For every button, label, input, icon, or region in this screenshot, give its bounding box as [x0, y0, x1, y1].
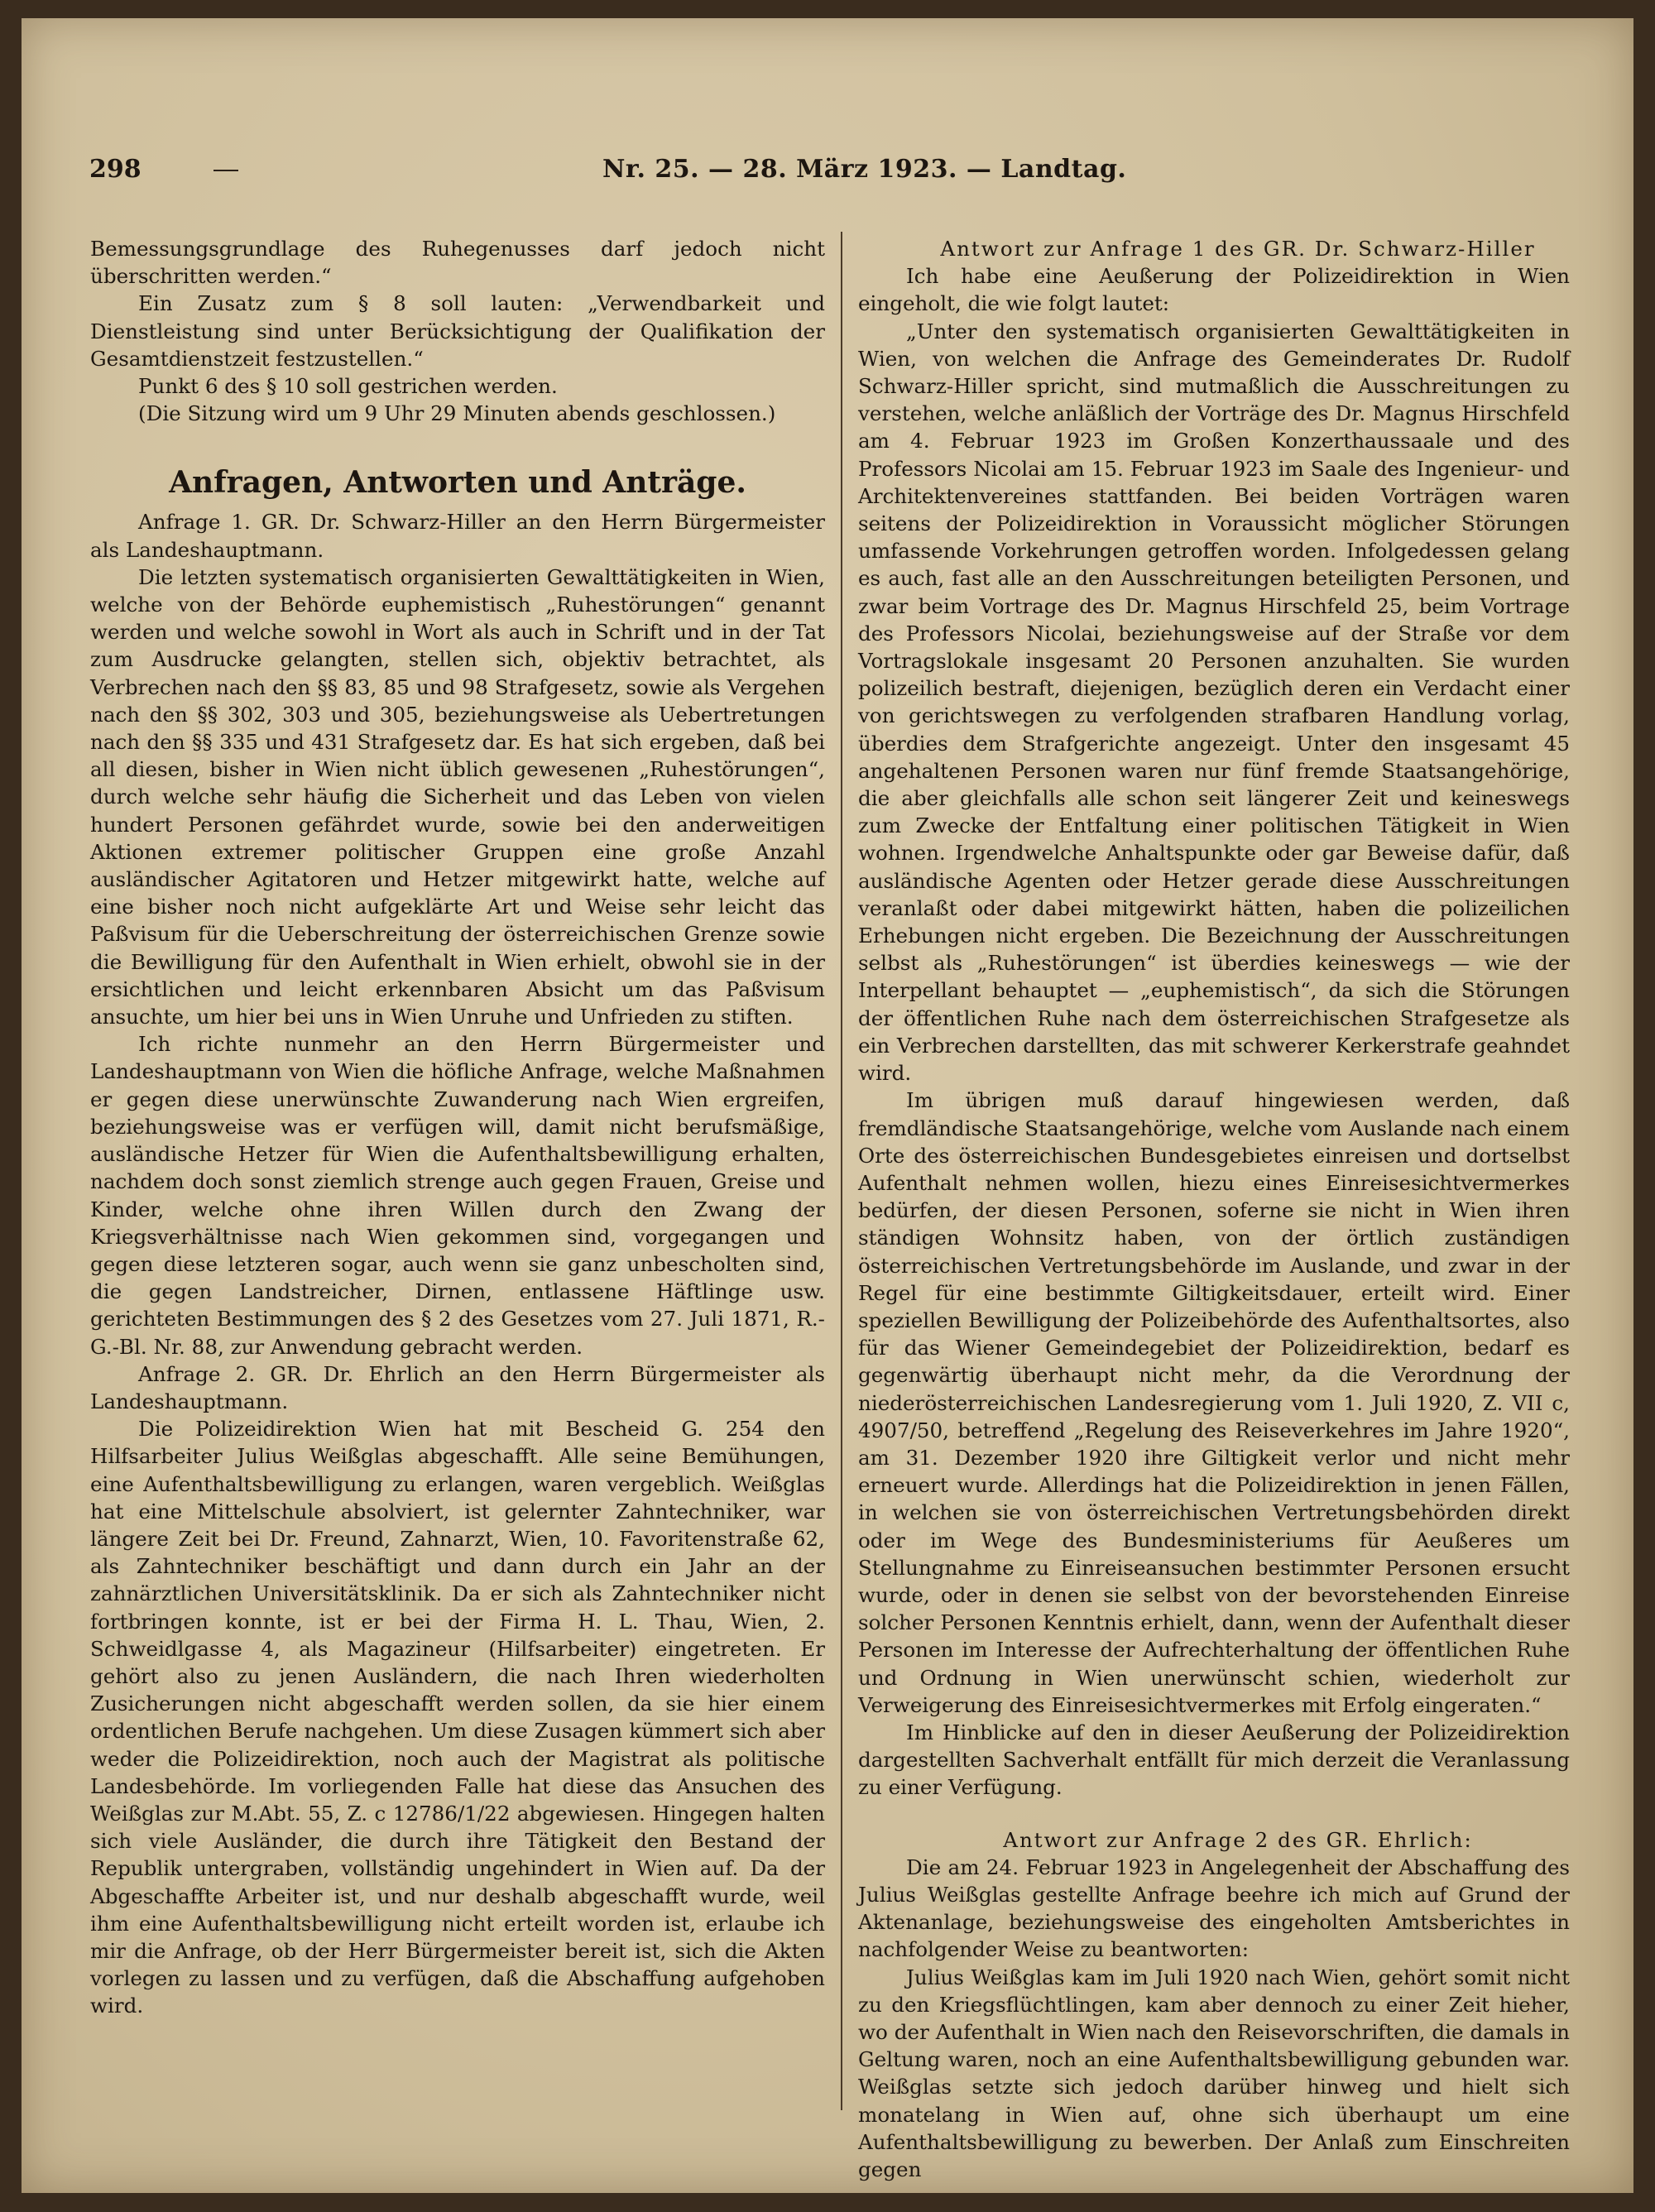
page-header	[89, 155, 1127, 188]
page-number: 298	[89, 155, 142, 184]
paragraph: Die Polizeidirektion Wien hat mit Bescheid G. 254 den Hilfsarbeiter Julius Weißglas abgeschafft. Alle seine Bemühungen, eine Aufenthaltsbewilligung zu erlangen, waren vergeblich. Weißglas hat eine Mittelschule absolviert, ist gelernter Zahntechniker, war längere Zeit bei Dr. Freund, Zahnarzt, Wien, 10. Favoritenstraße 62, als Zahntechniker beschäftigt und dann durch ein Jahr an der zahnärztlichen Universitätsklinik. Da er sich als Zahntechniker nicht fortbringen konnte, ist er bei der Firma H. L. Thau, Wien, 2. Schweidlgasse 4, als Magazineur (Hilfsarbeiter) eingetreten. Er gehört also zu jenen Ausländern, die nach Ihren wiederholten Zusicherungen nicht abgeschafft werden sollen, da sie hier einem ordentlichen Berufe nachgehen. Um diese Zusagen kümmert sich aber weder die Polizeidirektion, noch auch der Magistrat als politische Landesbehörde. Im vorliegenden Falle hat diese das Ansuchen des Weißglas zur M.Abt. 55, Z. c 12786/1/22 abgewiesen. Hingegen halten sich viele Ausländer, die durch ihre Tätigkeit den Bestand der Republik untergraben, vollständig ungehindert in Wien auf. Da der Abgeschaffte Arbeiter ist, und nur deshalb abgeschafft wurde, weil ihm eine Aufenthaltsbewilligung nicht erteilt worden ist, erlaube ich mir die Anfrage, ob der Herr Bürgermeister bereit ist, sich die Akten vorlegen zu lassen und zu verfügen, daß die Abschaffung aufgehoben wird.	[90, 1417, 825, 2018]
header-rule	[213, 170, 238, 171]
inquiry-1-heading: Anfrage 1. GR. Dr. Schwarz-Hiller an den Herrn Bürgermeister als Landeshauptmann.	[90, 510, 825, 562]
column-divider	[841, 232, 842, 2110]
paragraph: Punkt 6 des § 10 soll gestrichen werden.	[138, 374, 558, 399]
right-column	[858, 235, 1570, 2183]
paragraph: Bemessungsgrundlage des Ruhegenusses darf jedoch nicht überschritten werden.“	[90, 237, 825, 289]
document-page	[22, 18, 1633, 2193]
section-title: Anfragen, Antworten und Anträge.	[169, 465, 746, 501]
answer-2-heading: Antwort zur Anfrage 2 des GR. Ehrlich:	[1003, 1827, 1473, 1852]
paragraph: Die letzten systematisch organisierten Gewalttätigkeiten in Wien, welche von der Behörde euphemistisch „Ruhestörungen“ genannt werden und welche sowohl in Wort als auch in Schrift und in der Tat zum Ausdrucke gelangten, stellen sich, objektiv betrachtet, als Verbrechen nach den §§ 83, 85 und 98 Strafgesetz, sowie als Vergehen nach den §§ 302, 303 und 305, beziehungsweise als Uebertretungen nach den §§ 335 und 431 Strafgesetz dar. Es hat sich ergeben, daß bei all diesen, bisher in Wien nicht üblich gewesenen „Ruhestörungen“, durch welche sehr häufig die Sicherheit und das Leben von vielen hundert Personen gefährdet wurde, sowie bei den anderweitigen Aktionen extremer politischer Gruppen eine große Anzahl ausländischer Agitatoren und Hetzer mitgewirkt hatte, welche auf eine bisher noch nicht aufgeklärte Art und Weise sehr leicht das Paßvisum für die Ueberschreitung der österreichischen Grenze sowie die Bewilligung für den Aufenthalt in Wien erhielt, obwohl sie in der ersichtlichen und leicht erkennbaren Absicht um das Paßvisum ansuchte, um hier bei uns in Wien Unruhe und Unfrieden zu stiften.	[90, 564, 825, 1029]
running-head: Nr. 25. — 28. März 1923. — Landtag.	[602, 155, 1127, 184]
paragraph: Im übrigen muß darauf hingewiesen werden, daß fremdländische Staatsangehörige, welche vom Auslande nach einem Orte des österreichischen Bundesgebietes einreisen und dortselbst Aufenthalt nehmen wollen, hiezu eines Einreisesichtvermerkes bedürfen, der diesen Personen, soferne sie nicht in Wien ihren ständigen Wohnsitz haben, von der örtlich zuständigen österreichischen Vertretungsbehörde im Auslande, und zwar in der Regel für eine bestimmte Giltigkeitsdauer, erteilt wird. Einer speziellen Bewilligung der Polizeibehörde des Aufenthaltsortes, also für das Wiener Gemeindegebiet der Polizeidirektion, bedarf es gegenwärtig überhaupt nicht mehr, da die Verordnung der niederösterreichischen Landesregierung vom 1. Juli 1920, Z. VII c, 4907/50, betreffend „Regelung des Reiseverkehres im Jahre 1920“, am 31. Dezember 1920 ihre Giltigkeit verlor und nicht mehr erneuert wurde. Allerdings hat die Polizeidirektion in jenen Fällen, in welchen sie von österreichischen Vertretungsbehörden direkt oder im Wege des Bundesministeriums für Aeußeres um Stellungnahme zu Einreiseansuchen bestimmter Personen ersucht wurde, oder in denen sie selbst von der bevorstehenden Einreise solcher Personen Kenntnis erhielt, dann, wenn der Aufenthalt dieser Personen im Interesse der Aufrechterhaltung der öffentlichen Ruhe und Ordnung in Wien unerwünscht schien, wiederholt zur Verweigerung des Einreisesichtvermerkes mit Erfolg eingeraten.“	[858, 1088, 1570, 1717]
left-column	[90, 235, 825, 2020]
paragraph: Ich habe eine Aeußerung der Polizeidirektion in Wien eingeholt, die wie folgt lautet:	[858, 264, 1570, 316]
inquiry-2-heading: Anfrage 2. GR. Dr. Ehrlich an den Herrn Bürgermeister als Landeshauptmann.	[90, 1361, 825, 1413]
paragraph: Im Hinblicke auf den in dieser Aeußerung der Polizeidirektion dargestellten Sachverhalt entfällt für mich derzeit die Veranlassung zu einer Verfügung.	[858, 1720, 1570, 1800]
paragraph: Ich richte nunmehr an den Herrn Bürgermeister und Landeshauptmann von Wien die höfliche Anfrage, welche Maßnahmen er gegen diese unerwünschte Zuwanderung nach Wien ergreifen, beziehungsweise was er verfügen will, damit nicht berufsmäßige, ausländische Hetzer für Wien die Aufenthaltsbewilligung erhalten, nachdem doch sonst ziemlich strenge auch gegen Frauen, Greise und Kinder, welche ohne ihren Willen durch den Zwang der Kriegsverhältnisse nach Wien gekommen sind, vorgegangen und gegen diese letzteren sogar, auch wenn sie ganz unbescholten sind, die gegen Landstreicher, Dirnen, entlassene Häftlinge usw. gerichteten Bestimmungen des § 2 des Gesetzes vom 27. Juli 1871, R.-G.-Bl. Nr. 88, zur Anwendung gebracht werden.	[90, 1032, 825, 1359]
paragraph: Julius Weißglas kam im Juli 1920 nach Wien, gehört somit nicht zu den Kriegsflüchtlingen, kam aber dennoch zu einer Zeit hieher, wo der Aufenthalt in Wien nach den Reisevorschriften, die damals in Geltung waren, noch an eine Aufenthaltsbewilligung gebunden war. Weißglas setzte sich jedoch darüber hinweg und hielt sich monatelang in Wien auf, ohne sich überhaupt um eine Aufenthaltsbewilligung zu bewerben. Der Anlaß zum Einschreiten gegen	[858, 1965, 1570, 2182]
spacer	[858, 1802, 1570, 1826]
answer-1-heading: Antwort zur Anfrage 1 des GR. Dr. Schwarz-Hiller	[940, 237, 1536, 261]
paragraph: Die am 24. Februar 1923 in Angelegenheit der Abschaffung des Julius Weißglas gestellte Anfrage beehre ich mich auf Grund der Aktenanlage, beziehungsweise des eingeholten Amtsberichtes in nachfolgender Weise zu beantworten:	[858, 1855, 1570, 1962]
paragraph: „Unter den systematisch organisierten Gewalttätigkeiten in Wien, von welchen die Anfrage des Gemeinderates Dr. Rudolf Schwarz-Hiller spricht, sind mutmaßlich die Ausschreitungen zu verstehen, welche anläßlich der Vorträge des Dr. Magnus Hirschfeld am 4. Februar 1923 im Großen Konzerthaussaale und des Professors Nicolai am 15. Februar 1923 im Saale des Ingenieur- und Architektenvereines stattfanden. Bei beiden Vorträgen waren seitens der Polizeidirektion in Voraussicht möglicher Störungen umfassende Vorkehrungen getroffen worden. Infolgedessen gelang es auch, fast alle an den Ausschreitungen beteiligten Personen, und zwar beim Vortrage des Dr. Magnus Hirschfeld 25, beim Vortrage des Professors Nicolai, beziehungsweise auf der Straße vor dem Vortragslokale insgesamt 20 Personen anzuhalten. Sie wurden polizeilich bestraft, diejenigen, bezüglich deren ein Verdacht einer von gerichtswegen zu verfolgenden strafbaren Handlung vorlag, überdies dem Strafgerichte angezeigt. Unter den insgesamt 45 angehaltenen Personen waren nur fünf fremde Staatsangehörige, die aber gleichfalls alle schon seit längerer Zeit und keineswegs zum Zwecke der Entfaltung einer politischen Tätigkeit in Wien wohnen. Irgendwelche Anhaltspunkte oder gar Beweise dafür, daß ausländische Agenten oder Hetzer gerade diese Ausschreitungen veranlaßt oder dabei mitgewirkt hätten, haben die polizeilichen Erhebungen nicht ergeben. Die Bezeichnung der Ausschreitungen selbst als „Ruhestörungen“ ist überdies keineswegs — wie der Interpellant behauptet — „euphemistisch“, da sich die Störungen der öffentlichen Ruhe nach dem österreichischen Strafgesetze als ein Verbrechen darstellten, das mit schwerer Kerkerstrafe geahndet wird.	[858, 319, 1570, 1086]
paragraph: Ein Zusatz zum § 8 soll lauten: „Verwendbarkeit und Dienstleistung sind unter Berücksichtigung der Qualifikation der Gesamtdienstzeit festzustellen.“	[90, 291, 825, 371]
session-closed-note: (Die Sitzung wird um 9 Uhr 29 Minuten abends geschlossen.)	[138, 401, 776, 426]
